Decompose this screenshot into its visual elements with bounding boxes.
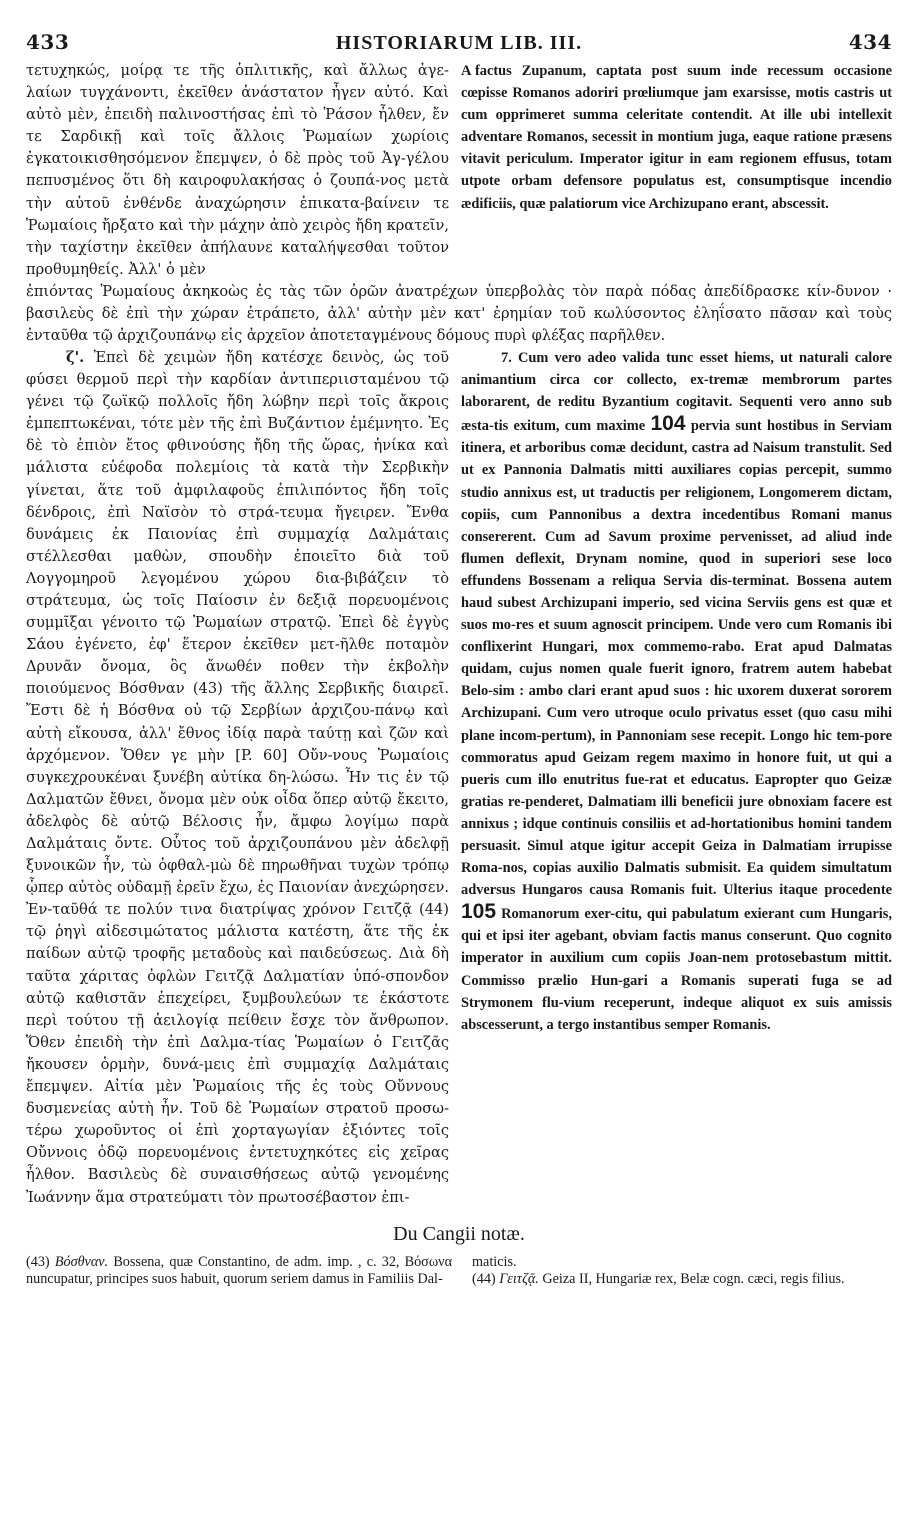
top-columns [26, 60, 892, 281]
greek-full-text: ἐπιόντας Ῥωμαίους ἀκηκοὼς ἐς τὰς τῶν ὀρῶν ἀνατρέχων ὑπερβολὰς τὸν παρὰ πόδας ἀπεδίδρασκε κίν-δυνον · βασιλεὺς δὲ ἐπὶ τὴν χώραν ἐτράπετο, ἀλλ' αὐτὴν μὲν κατ' ἐρημίαν τοῦ κωλύσοντος ἐληΐσατο πᾶσαν καὶ τοὺς ἐνταῦθα τῷ ἀρχιζουπάνῳ εἰς ἀρχεῖον ἀποτεταγμένους δόμους πυρὶ φλέξας παρῆλθεν. [26, 282, 892, 344]
footnote-43-number: (43) [26, 1253, 50, 1270]
footnote-43 [26, 1254, 452, 1289]
footnote-43-headword: Βόσθναν. [54, 1253, 109, 1270]
greek-column-1 [26, 60, 449, 281]
footnote-44-text: Geiza II, Hungariæ rex, Belæ cogn. cæci, regis filius. [542, 1271, 845, 1288]
running-title: HISTORIARUM LIB. III. [335, 32, 583, 54]
latin-section-number: 7. [501, 349, 512, 366]
greek-text-2: Ἐπεὶ δὲ χειμὼν ἤδη κατέσχε δεινὸς, ὡς τοῦ φύσει θερμοῦ περὶ τὴν καρδίαν ἀντιπεριισταμένου τῷ γένει τῷ ζωϊκῷ πολλοῖς ἤδη λώβην περὶ τοῖς ἄκροις ἐμπεπτωκέναι, τότε μὲν τῆς ἐπὶ Βυζάντιον ἐμέμνητο. Ἐς δὲ τὸ ἐπιὸν ἔτος φθινούσης ἤδη τῆς ὥρας, ἡνίκα καὶ μάλιστα εὐέφοδα πολεμίοις τὰ κατὰ τὴν Σερβικὴν γίνεται, ἅτε τοῦ ἀμφιλαφοῦς ἐπιλιπόντος ἤδη τοῖς δένδροις, ἐπὶ Ναϊσὸν τὸ στρά-τευμα ἤγειρεν. Ἔνθα δυνάμεις ἐκ Παιονίας ἐπὶ συμμαχίᾳ Δαλμάταις στέλλεσθαι μαθὼν, σπουδὴν ἐποιεῖτο διὰ τοῦ Λογγομηροῦ λεγομένου χώρου δια-βιβάζειν τὸ στράτευμα, ὡς τοῖς Παίοσιν ἐν δεξιᾷ πορευομένοις συμμῖξαι γένοιτο τῷ Ῥωμαίων στρατῷ. Ἐπεὶ δὲ ἐγγὺς Σάου ἐγένετο, ἐφ' ἕτερον ἐκεῖθεν μετ-ῆλθε ποταμὸν Δρυνᾶν ὄνομα, ὃς ἄνωθέν ποθεν τὴν ἐκβολὴν ποιούμενος Βόσθναν (43) τῆς ἄλλης Σερβικῆς διαιρεῖ. Ἔστι δὲ ἡ Βόσθνα οὐ τῷ Σερβίων ἀρχιζου-πάνῳ καὶ αὐτὴ εἴκουσα, ἀλλ' ἔθνος ἰδίᾳ παρὰ ταύτῃ καὶ ζῶν καὶ ἀρχόμενον. Ὅθεν γε μὴν [P. 60] Οὔν-νους Ῥωμαίοις συγκεχρουκέναι ξυνέβη αὐτίκα δη-λώσω. Ἦν τις ἐν τῷ Δαλματῶν ἔθνει, ὄνομα μὲν οὐκ οἶδα ὅπερ αὐτῷ ἔκειτο, ἀδελφὸς δὲ αὐτῷ Βέλοσις ἦν, ἄμφω λογίμω παρὰ Δαλμάταις ὄντε. Οὗτος τοῦ ἀρχιζουπάνου μὲν ἀδελφῇ ξυνοικῶν ἦν, τὼ ὀφθαλ-μὼ δὲ πηρωθῆναι τυχὼν τρόπῳ ᾧπερ αὐτὸς οὐδαμῇ ἐρεῖν ἔχω, ἐς Παιονίαν ἀνεχώρησεν. Ἐν-ταῦθά τε πολύν τινα διατρίψας χρόνον Γειτζᾷ (44) τῷ ῥηγὶ αἰδεσιμώτατος μάλιστα κατέστη, ἅτε τῆς ἐκ παίδων αὐτῷ τροφῆς μεταδοὺς καὶ παιδεύσεως. Διὰ δὴ ταῦτα χάριτας ὀφλὼν Γειτζᾷ Δαλματίαν ὑπό-σπονδον αὐτῷ καθιστᾶν ἐπεχείρει, ξυμβουλεύων τε ἑκάστοτε περὶ τούτου τῇ ἀειλογίᾳ πείθειν ἔσχε τὸν ἄνθρωπον. Ὅθεν ἐπειδὴ τὴν ἐπὶ Δαλμα-τίας Ῥωμαίων ὁ Γειτζᾶς ἤκουσεν ὁρμὴν, δυνά-μεις ἐπὶ συμμαχίᾳ Δαλμάταις ἔπεμψεν. Αἰτία μὲν Ῥωμαίοις τῆς ἐς τοὺς Οὔννους δυσμενείας αὐτὴ ἦν. Τοῦ δὲ Ῥωμαίων στρατοῦ προσω-τέρω χωροῦντος οἱ ἐπὶ χορταγωγίαν ἐξιόντες τοῖς Οὔννοις ὁδῷ πορευομένοις ἐντετυχηκότες εἰς χεῖρας ἦλθον. Βασιλεὺς δὲ συναισθήσεως αὐτῷ γενομένης Ἰωάννην ἅμα στρατεύματι τὸν πρωτοσέβαστον ἐπι- [26, 348, 450, 1206]
footnote-44 [472, 1271, 892, 1289]
latin-column-2 [461, 347, 892, 1209]
page-number-right: 434 [848, 30, 892, 54]
greek-text-1: τετυχηκώς, μοίρᾳ τε τῆς ὁπλιτικῆς, καὶ ἄλλως ἀγε-λαίων τυγχάνοντι, ἐκεῖθεν ἀνάστατον ἦγεν αὐτό. Καὶ αὐτὸ μὲν, ἐπειδὴ παλινοστήσας ἐπὶ τὸ Ῥάσον ἦλθεν, ἔν τε Σαρδικῇ καὶ τοῖς ἄλλοις Ῥωμαίων χωρίοις ἐγκατοικισθησόμενον ἔπεμψεν, ὁ δὲ πρὸς τοῦ Ἀγ-γέλου πεπυσμένος ὅτι δὴ καιροφυλακήσας ὁ ζουπά-νος μετὰ τὴν αὐτοῦ ἐνθένδε ἀναχώρησιν ἐπικατα-βαίνειν τε Ῥωμαίοις ἤρξατο καὶ τὴν μάχην ἀπὸ χειρὸς ἤδη κρατεῖν, τὴν ταχίστην ἐκεῖθεν ἀπήλαυνε καταλήψεσθαι τοῦτον προθυμηθείς. Ἀλλ' ὁ μὲν [26, 62, 449, 278]
page [26, 30, 892, 1289]
margin-marker-a: A [461, 63, 472, 79]
notes-title: Du Cangii notæ. [393, 1222, 525, 1245]
greek-column-2 [26, 347, 449, 1209]
greek-full-width-line [26, 281, 892, 347]
footnote-43-continuation: maticis. [472, 1253, 517, 1270]
latin-column-1 [461, 60, 892, 281]
footnote-43-text: Bossena, quæ Constantino, de adm. imp. , c. 32, Βόσωνα nuncupatur, principes suos habuit, quorum seriem damus in Familiis Dal- [26, 1253, 453, 1288]
page-number-left: 433 [26, 30, 70, 54]
footnote-44-headword: Γειτζᾷ. [499, 1271, 539, 1288]
latin-text-2c: Romanorum exer-citu, qui pabulatum exierant cum Hungaris, qui et ipsi iter agebant, obviam factis manus conserunt. Quo cognito imperator in auxilium cum copiis Joan-nem protosebastum mittit. Commisso prælio Hun-gari a Romanis superati fuga se ad Strymonem flu-vium receperunt, indeque aliquot ex suis amissis abscesserunt, a tergo instantibus semper Romanis. [461, 906, 892, 1033]
latin-text-2b: pervia sunt hostibus in Serviam itinera, et arboribus comæ decidunt, castra ad Naisum transtulit. Sed ut ex Pannonia Dalmatis mitti auxiliares copias percepit, summo studio annixus est, ut traductis per religionem, Longomerem dictam, copiis, cum Pannonibus a dextra incedentibus Romani manus consererent. Cum ad Savum proxime pervenisset, ad aliud inde flumen deflexit, Drynam nomine, quod in superiori sese loco effundens Bossenam a reliqua Servia dis-terminat. Bossena autem haud subest Archizupani imperio, sed vicina Serviis gens est quæ et suos mo-res et suum agnoscit principem. Unde vero cum Romanis ibi conflixerint Hungari, mox commemo-rabo. Erat apud Dalmatas quidam, cujus nomen quale fuerit ignoro, fratrem autem habebat Belo-sim : ambo clari erant apud suos : hic uxorem duxerat sororem Archizupani. Cum vero utroque oculo privatus esset (quo casu mihi plane incom-pertum), in Pannoniam sese recepit. Longo hic tem-pore commoratus apud Geizam regem maximo in honore fuit, ut qui a pueris cum illo enutritus fue-rat et educatus. Eapropter quo Geizæ gratias re-penderet, Dalmatiam illi beneficii jure obnoxiam facere est annixus ; idque continuis consiliis et ad-hortationibus homini tandem persuasit. Simul atque igitur accepit Geiza in Dalmatiam irrupisse Roma-nos, copias auxilio Dalmatis submisit. Ea quidem simultatum adversus Hungaros causa Romanis fuit. Ulterius itaque procedente [461, 418, 892, 899]
main-columns [26, 347, 892, 1209]
latin-text-2a: Cum vero adeo valida tunc esset hiems, ut naturali calore animantium circa cor collecto, ex-tremæ membrorum partes laborarent, de reditu Byzantium cogitavit. Sequenti vero anno sub æsta-tis exitum, cum maxime [461, 349, 892, 435]
pagination-marker-105: 105 [461, 900, 497, 924]
greek-section-number: ζ'. [66, 348, 85, 366]
footnote-44-number: (44) [472, 1271, 496, 1288]
latin-text-1: factus Zupanum, captata post suum inde recessum occasione cœpisse Romanos adoriri prœliumque jam exarsisse, motis castris ut cum opprimeret summa celeritate contendit. At ille ubi intellexit adventare Romanos, secessit in montium juga, eaque ratione præsens vitavit periculum. Imperator igitur in eam regionem effusus, totam utpote orbam defensore populatus est, consumptisque incendio ædificiis, quæ palatiorum vice Archizupano erant, abscessit. [461, 63, 892, 212]
footnote-right [472, 1254, 892, 1289]
pagination-marker-104: 104 [650, 412, 686, 436]
footnotes [26, 1254, 892, 1289]
running-header [26, 30, 892, 60]
